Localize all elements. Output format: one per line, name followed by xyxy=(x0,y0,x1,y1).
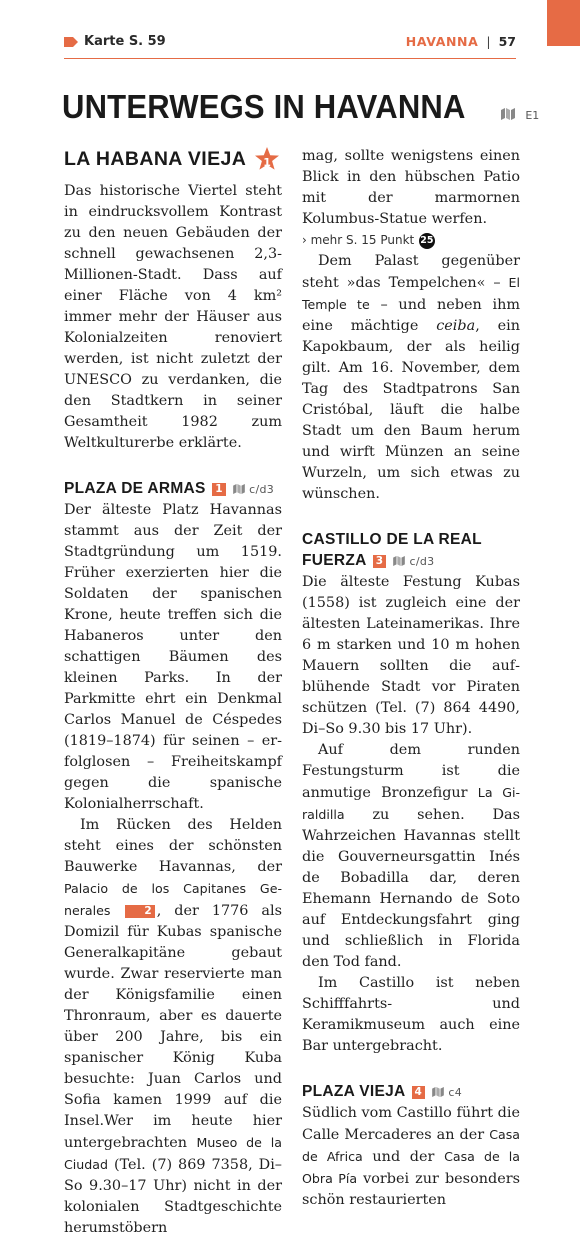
map-grid-ref: c4 xyxy=(448,1086,463,1099)
poi-number: 2 xyxy=(125,905,154,918)
section-heading-habana xyxy=(64,146,282,172)
star-number: 1 xyxy=(263,156,272,169)
place-name: Palacio de los Capitanes Generales xyxy=(64,881,282,918)
poi-number: 3 xyxy=(373,555,387,568)
section-heading-castillo xyxy=(302,529,520,572)
map-grid-ref: c/d3 xyxy=(409,555,435,568)
star-icon xyxy=(254,146,280,172)
habana-heading-text: LA HABANA VIEJA xyxy=(64,147,247,170)
separator: | xyxy=(486,34,491,49)
castillo-heading-line2: FUERZA xyxy=(302,552,367,569)
map-reference-label: Karte S. 59 xyxy=(84,34,166,49)
section-name: HAVANNA xyxy=(405,34,479,49)
running-head xyxy=(406,34,516,49)
chapter-title xyxy=(62,88,539,126)
plaza-armas-text-2: Im Rücken des Helden steht eines der schönsten Bauwerke Havannas, der Palacio de los Capitanes Generales 2 , der 1776 als Domizil für Kubas spanische Generalkapitäne gebaut wurde. Zwar reservierte man der Königsfamilie einen Thronraum, aber es dauerte über 200 Jahre, bis ein spanischer König Kuba besuchte: Juan Carlos und Sofia kamen 1999 auf die Insel.Wer im heute hier untergebrachten Museo de la Ciudad (Tel. (7) 869 7358, Di–So 9.30–17 Uhr) nicht in der kolonialen Stadtgeschichte herumstöbern xyxy=(64,817,282,1236)
poi-number: 4 xyxy=(412,1086,426,1099)
place-name: Casa de Africa xyxy=(302,1127,520,1164)
continuation-text: mag, sollte wenigstens einen Blick in den hübschen Patio mit der marmornen Kolumbus-Statue werfen. xyxy=(302,148,520,227)
castillo-text-2: Auf dem runden Festungsturm ist die anmutige Bronzefigur La Giraldilla zu sehen. Das Wahrzeichen Havannas stellt die Gouverneursgattin Inés de Bobadilla dar, deren Ehemann Hernando de Soto auf Entdeckungsfahrt ging und schließlich in Florida den Tod fand. xyxy=(302,742,520,970)
castillo-text-3: Im Castillo ist neben Schifffahrts- und Keramikmuseum auch eine Bar untergebracht. xyxy=(302,975,520,1054)
plaza-vieja-heading-text: PLAZA VIEJA xyxy=(302,1083,405,1100)
section-heading-plaza-armas xyxy=(64,478,282,500)
cross-reference-text: › mehr S. 15 Punkt xyxy=(302,233,415,247)
corner-tab xyxy=(547,0,580,46)
habana-text: Das historische Viertel steht in eindrucksvollem Kontrast zu den neuen Gebäuden der schnell gewachsenen 2,3-Millionen-Stadt. Dass auf einer Fläche von 4 km² immer mehr der Häuser aus Kolonialzeiten renoviert werden, ist nicht zuletzt der UNESCO zu verdanken, die den Stadtkern in seiner Gesamtheit 1982 zum Weltkulturerbe erklärte. xyxy=(64,183,282,451)
place-name: La Giraldilla xyxy=(302,785,520,822)
map-reference[interactable] xyxy=(64,34,166,49)
place-name: Museo de la Ciudad xyxy=(64,1135,282,1172)
left-column xyxy=(64,146,282,1239)
cross-reference[interactable] xyxy=(302,230,520,251)
castillo-heading-line1: CASTILLO DE LA REAL xyxy=(302,531,482,548)
place-name: Casa de la Obra Pía xyxy=(302,1149,520,1186)
page-header xyxy=(64,34,516,56)
arrow-flag-icon xyxy=(64,37,78,47)
map-icon xyxy=(233,484,245,494)
chapter-heading: UNTERWEGS IN HAVANNA xyxy=(62,88,466,125)
plaza-armas-text-1: Der älteste Platz Havannas stammt aus der Zeit der Stadtgründung um 1519. Früher exerzierten hier die Soldaten der spanischen Krone, heute treffen sich die Habaneros unter den schattigen Bäumen des kleinen Parks. In der Parkmitte ehrt ein Denkmal Carlos Manuel de Céspedes (1819–1874) für seinen – erfolglosen – Freiheitskampf gegen die spanische Kolonialherrschaft. xyxy=(64,502,282,812)
section-heading-plaza-vieja xyxy=(302,1081,520,1103)
map-grid-ref: c/d3 xyxy=(249,483,275,496)
castillo-text-1: Die älteste Festung Kubas (1558) ist zugleich eine der ältesten Lateinamerikas. Ihre 6 m starken und 10 m hohen Mauern sollten die aufblühende Stadt vor Piraten schützen (Tel. (7) 864 4490, Di–So 9.30 bis 17 Uhr). xyxy=(302,574,520,737)
poi-number: 1 xyxy=(212,483,226,496)
temple-text: Dem Palast gegenüber steht »das Tempelchen« – El Temple te – und neben ihm eine mächtige ceiba, ein Kapokbaum, der als heilig gilt. Am 16. November, dem Tag des Stadtpatrons San Cristóbal, läuft die halbe Stadt um den Baum herum und wirft Münzen an seine Wurzeln, um sich etwas zu wünschen. xyxy=(302,253,521,502)
place-name: El Temple te xyxy=(302,275,520,312)
map-icon xyxy=(432,1087,444,1097)
plaza-armas-heading-text: PLAZA DE ARMAS xyxy=(64,480,206,497)
right-column xyxy=(302,146,520,1211)
header-rule xyxy=(64,58,516,59)
title-map-grid: E1 xyxy=(525,109,540,122)
map-icon xyxy=(393,556,405,566)
map-icon xyxy=(501,108,515,120)
point-number-badge: 25 xyxy=(419,233,435,249)
plaza-vieja-text: Südlich vom Castillo führt die Calle Mercaderes an der Casa de Africa und der Casa de la Obra Pía vorbei zur besonders schön restaurierten xyxy=(302,1105,520,1208)
page-number: 57 xyxy=(498,34,516,49)
